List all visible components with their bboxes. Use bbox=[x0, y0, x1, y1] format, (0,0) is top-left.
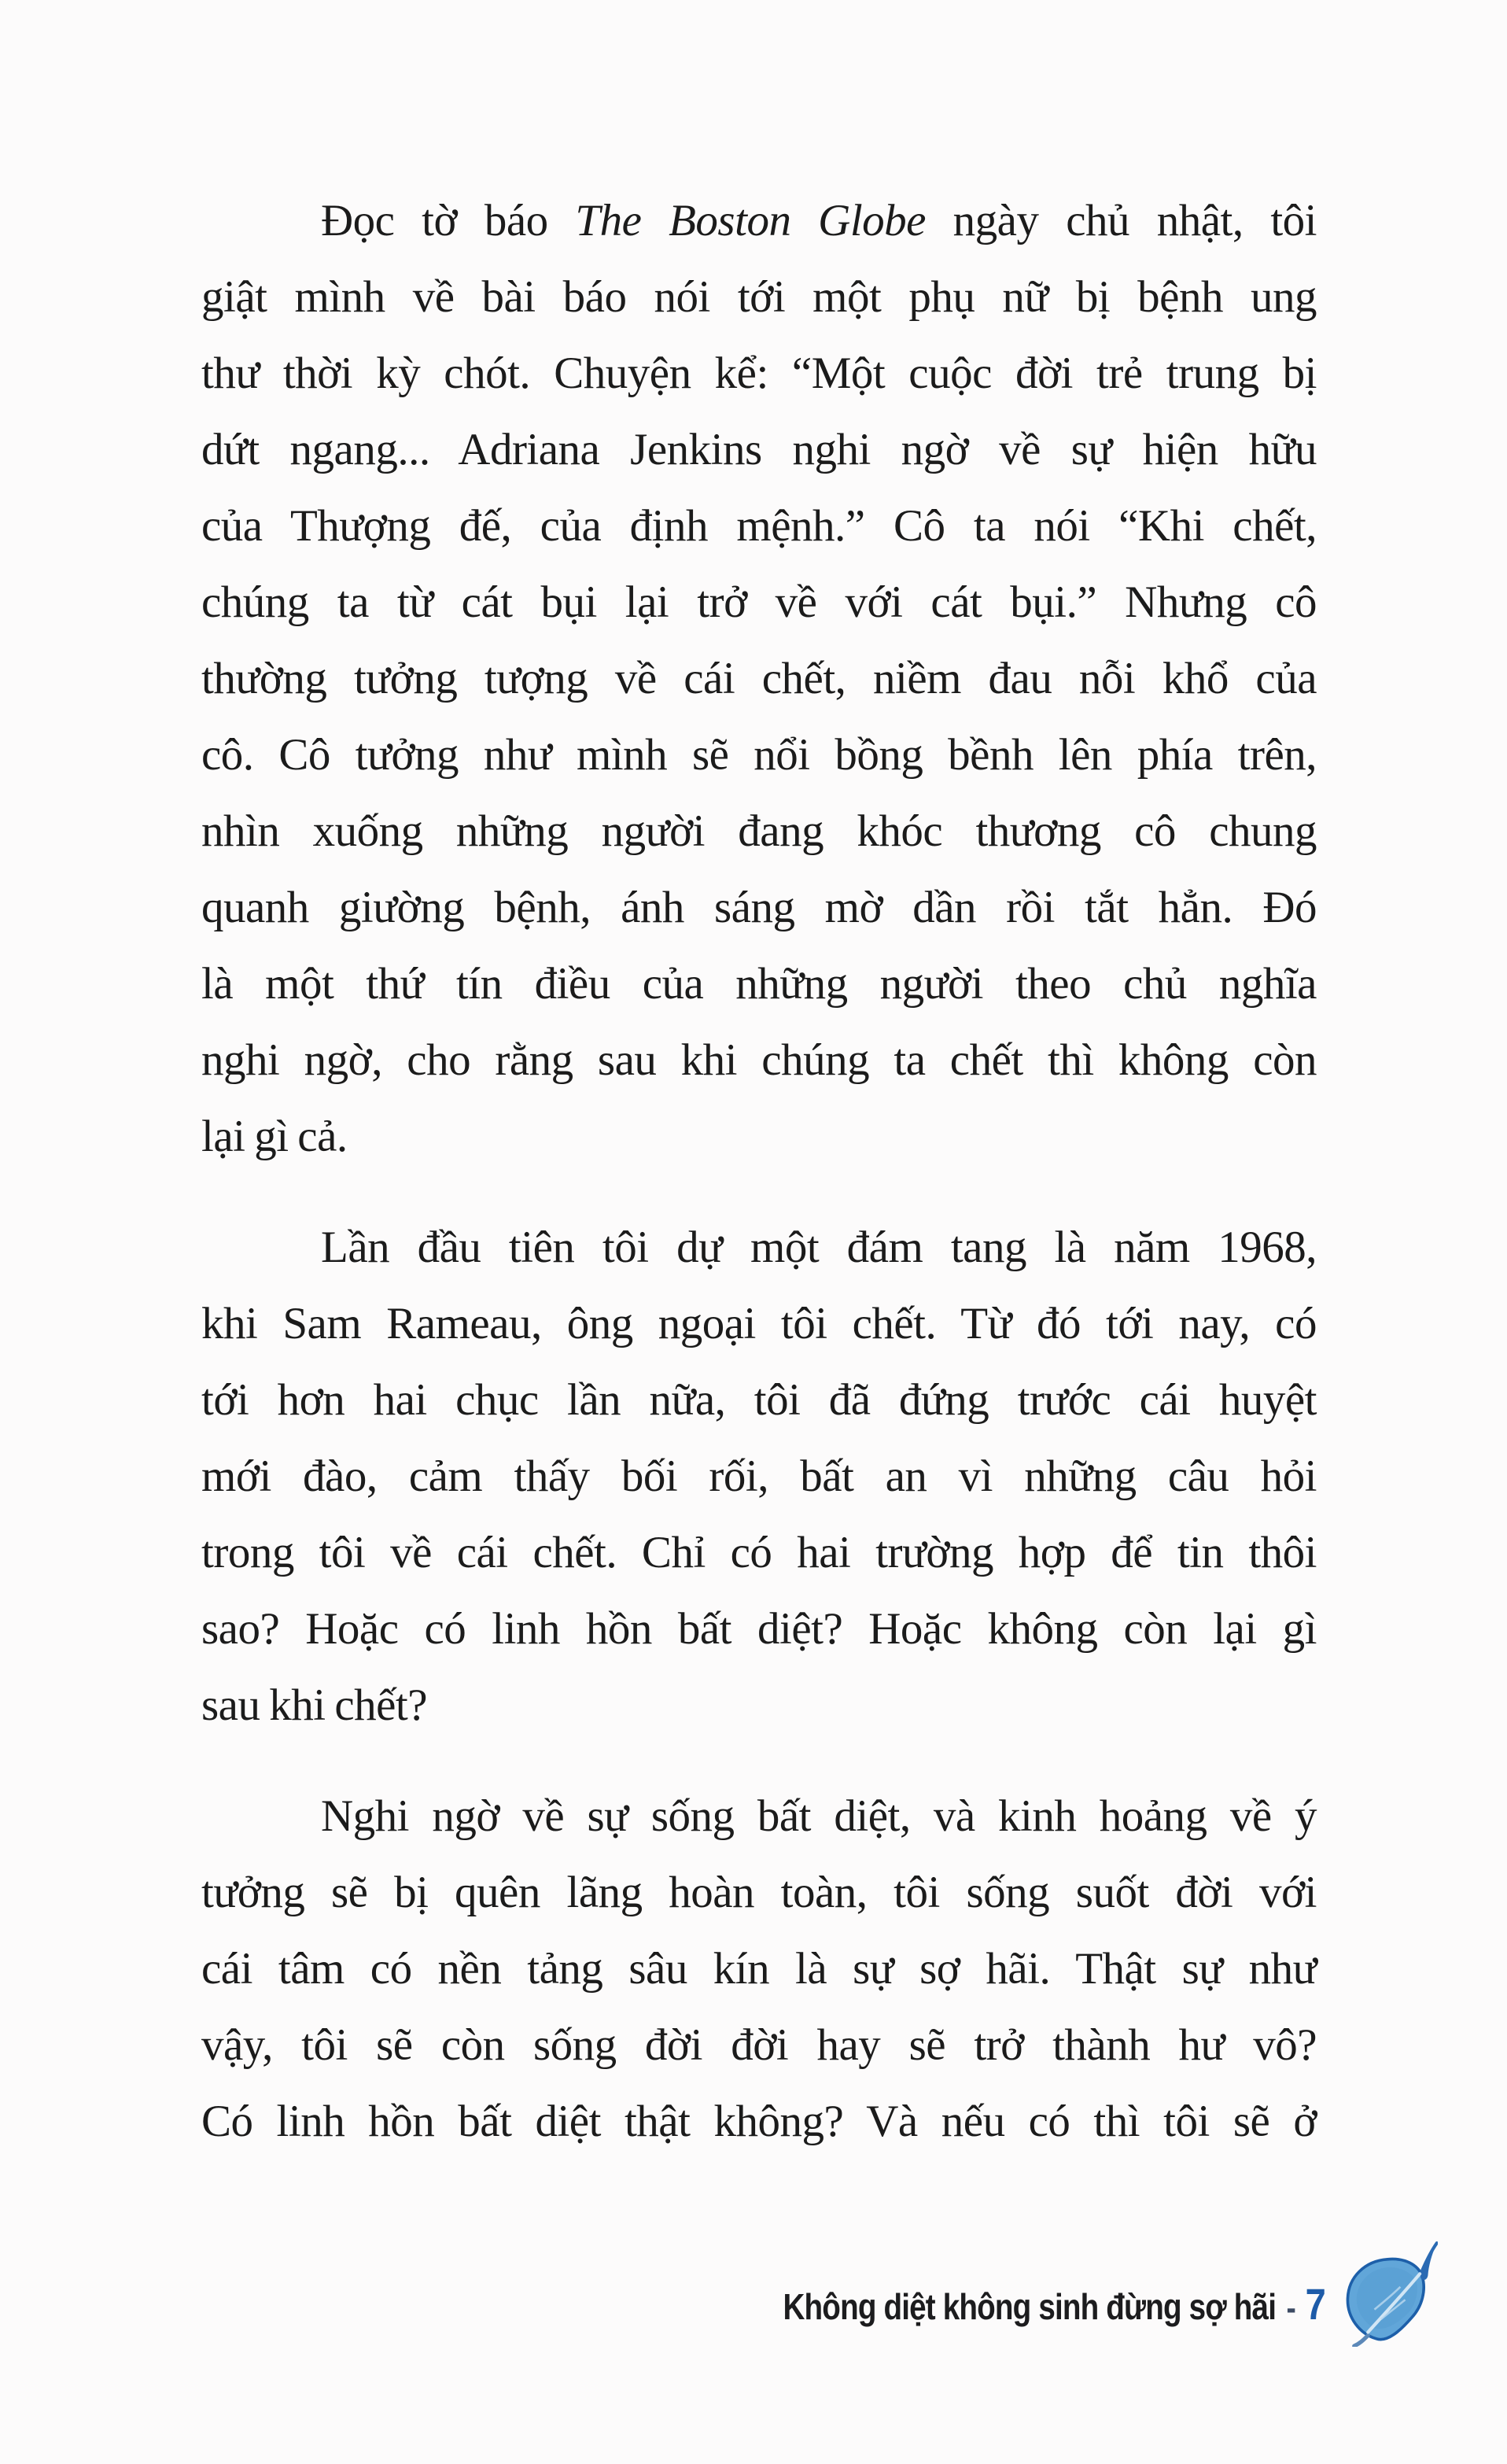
running-title: Không diệt không sinh đừng sợ hãi bbox=[783, 2285, 1277, 2327]
text-line bbox=[201, 717, 1317, 793]
text-segment: cái tâm có nền tảng sâu kín là sự sợ hãi. Thật sự như bbox=[201, 1944, 1317, 1994]
text-segment: là một thứ tín điều của những người theo chủ nghĩa bbox=[201, 959, 1317, 1009]
paragraph bbox=[201, 1778, 1317, 2160]
text-segment: Đọc tờ báo bbox=[321, 196, 576, 245]
text-segment: dứt ngang... Adriana Jenkins nghi ngờ về sự hiện hữu bbox=[201, 425, 1317, 474]
text-line bbox=[201, 1514, 1317, 1591]
text-segment: Nghi ngờ về sự sống bất diệt, và kinh hoảng về ý bbox=[321, 1791, 1317, 1841]
text-segment: Lần đầu tiên tôi dự một đám tang là năm 1968, bbox=[321, 1223, 1317, 1272]
text-line bbox=[201, 946, 1317, 1022]
italic-text: The Boston Globe bbox=[575, 196, 926, 245]
text-line bbox=[201, 1209, 1317, 1285]
text-block bbox=[201, 183, 1317, 2160]
text-segment: tới hơn hai chục lần nữa, tôi đã đứng trước cái huyệt bbox=[201, 1375, 1317, 1425]
text-line bbox=[201, 2007, 1317, 2083]
text-segment: Có linh hồn bất diệt thật không? Và nếu có thì tôi sẽ ở bbox=[201, 2097, 1317, 2146]
text-segment: giật mình về bài báo nói tới một phụ nữ bị bệnh ung bbox=[201, 272, 1317, 322]
text-line bbox=[201, 640, 1317, 717]
text-segment: chúng ta từ cát bụi lại trở về với cát bụi.” Nhưng cô bbox=[201, 577, 1317, 627]
text-segment: mới đào, cảm thấy bối rối, bất an vì những câu hỏi bbox=[201, 1451, 1317, 1501]
text-line bbox=[201, 1667, 1317, 1743]
text-line bbox=[201, 564, 1317, 640]
text-segment: tưởng sẽ bị quên lãng hoàn toàn, tôi sống suốt đời với bbox=[201, 1868, 1317, 1917]
paragraph bbox=[201, 1209, 1317, 1743]
text-line bbox=[201, 411, 1317, 488]
text-segment: cô. Cô tưởng như mình sẽ nổi bồng bềnh lên phía trên, bbox=[201, 730, 1317, 780]
text-segment: sau khi chết? bbox=[201, 1680, 428, 1730]
text-line bbox=[201, 1778, 1317, 1854]
text-segment: lại gì cả. bbox=[201, 1112, 348, 1161]
text-line bbox=[201, 488, 1317, 564]
paragraph bbox=[201, 183, 1317, 1175]
text-line bbox=[201, 1854, 1317, 1931]
text-line bbox=[201, 259, 1317, 335]
text-segment: thư thời kỳ chót. Chuyện kể: “Một cuộc đời trẻ trung bị bbox=[201, 349, 1317, 398]
bodhi-leaf-icon bbox=[1340, 2238, 1438, 2347]
text-segment: quanh giường bệnh, ánh sáng mờ dần rồi tắt hẳn. Đó bbox=[201, 883, 1317, 932]
text-line bbox=[201, 1285, 1317, 1362]
footer-separator: - bbox=[1286, 2288, 1297, 2327]
text-line bbox=[201, 1022, 1317, 1098]
text-segment: thường tưởng tượng về cái chết, niềm đau nỗi khổ của bbox=[201, 654, 1317, 703]
text-line bbox=[201, 2083, 1317, 2160]
text-segment: ngày chủ nhật, tôi bbox=[925, 196, 1317, 245]
text-line bbox=[201, 793, 1317, 869]
text-segment: của Thượng đế, của định mệnh.” Cô ta nói “Khi chết, bbox=[201, 501, 1317, 551]
text-segment: nhìn xuống những người đang khóc thương cô chung bbox=[201, 806, 1317, 856]
text-line bbox=[201, 1098, 1317, 1175]
text-line bbox=[201, 1362, 1317, 1438]
text-line bbox=[201, 183, 1317, 259]
text-segment: sao? Hoặc có linh hồn bất diệt? Hoặc không còn lại gì bbox=[201, 1604, 1317, 1654]
running-title-line bbox=[783, 2278, 1326, 2329]
text-segment: trong tôi về cái chết. Chỉ có hai trường hợp để tin thôi bbox=[201, 1528, 1317, 1577]
text-line bbox=[201, 1591, 1317, 1667]
text-segment: khi Sam Rameau, ông ngoại tôi chết. Từ đó tới nay, có bbox=[201, 1299, 1317, 1348]
text-line bbox=[201, 335, 1317, 411]
page-footer bbox=[680, 2238, 1438, 2347]
text-segment: vậy, tôi sẽ còn sống đời đời hay sẽ trở thành hư vô? bbox=[201, 2020, 1317, 2070]
text-line bbox=[201, 1438, 1317, 1514]
text-segment: nghi ngờ, cho rằng sau khi chúng ta chết thì không còn bbox=[201, 1035, 1317, 1085]
text-line bbox=[201, 869, 1317, 946]
text-line bbox=[201, 1931, 1317, 2007]
page-number: 7 bbox=[1305, 2278, 1326, 2329]
